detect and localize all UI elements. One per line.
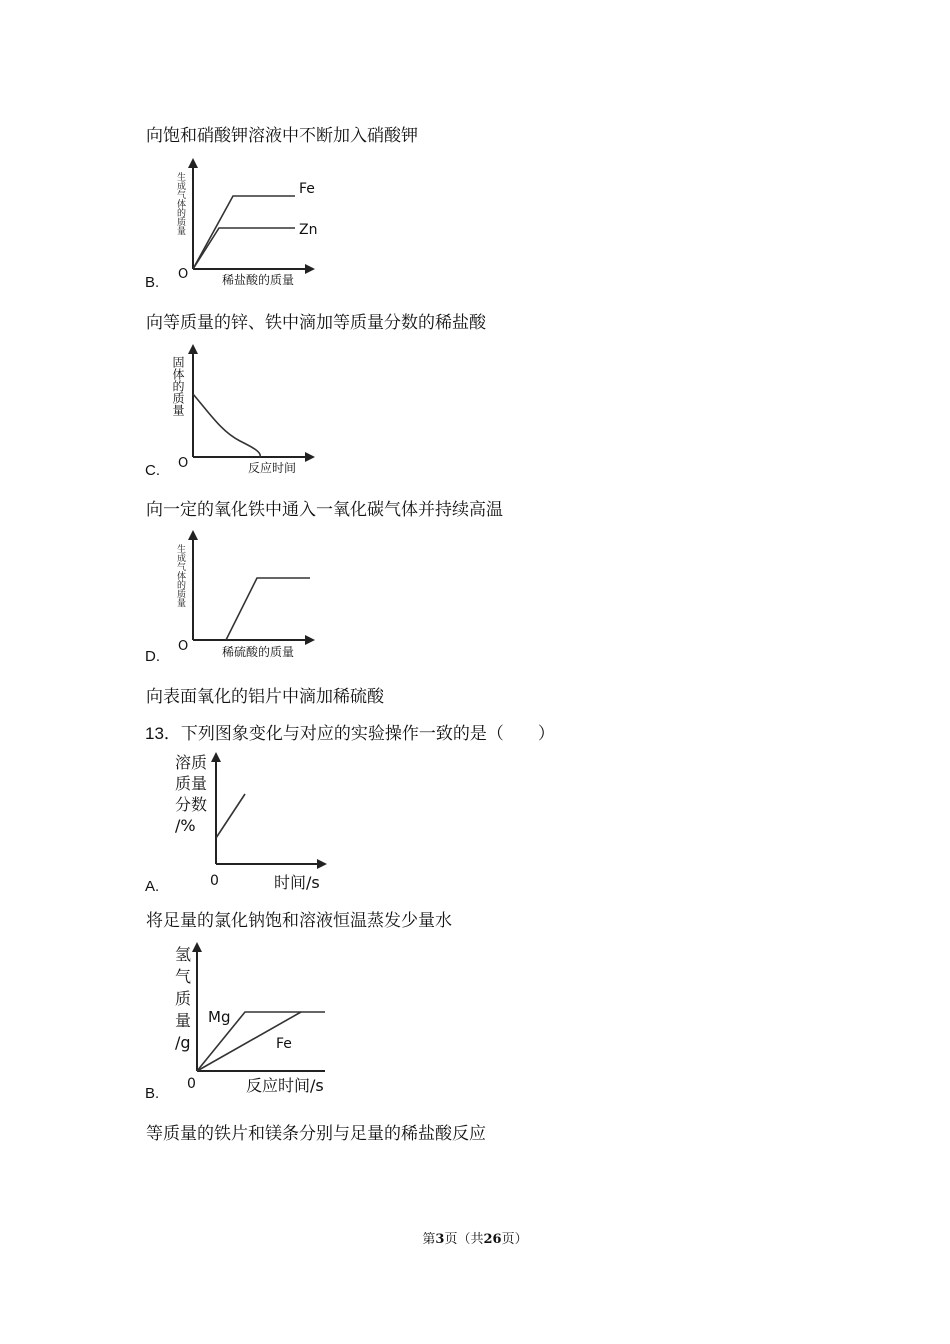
chart-solid-mass: [160, 344, 330, 474]
option-label: B.: [145, 274, 160, 291]
origin-label: O: [178, 456, 189, 471]
y-axis-arrow: [192, 942, 202, 952]
y-axis-arrow: [188, 530, 198, 540]
chart-zn-fe-gas: [160, 158, 330, 288]
x-axis-label: 反应时间: [248, 461, 297, 475]
origin-label: 0: [210, 873, 219, 889]
footer-prefix: 第: [422, 1232, 436, 1247]
option-caption: 将足量的氯化钠饱和溶液恒温蒸发少量水: [146, 911, 452, 931]
option-caption: 向饱和硝酸钾溶液中不断加入硝酸钾: [146, 126, 418, 146]
footer-mid: 页（共: [444, 1232, 484, 1247]
origin-label: 0: [187, 1076, 196, 1092]
option-label: D.: [145, 648, 160, 665]
fraction-curve: [216, 794, 245, 838]
y-axis-arrow: [188, 344, 198, 354]
y-axis-arrow: [211, 752, 221, 762]
y-axis-label: 生成气体的质量: [175, 544, 185, 607]
option-caption: 向一定的氧化铁中通入一氧化碳气体并持续高温: [146, 500, 503, 520]
fe-curve: [193, 196, 295, 269]
x-axis-arrow: [317, 859, 327, 869]
fe-label: Fe: [299, 181, 315, 197]
option-caption: 向等质量的锌、铁中滴加等质量分数的稀盐酸: [146, 313, 486, 333]
option-caption: 向表面氧化的铝片中滴加稀硫酸: [146, 687, 384, 707]
y-axis-label: 氢气质量/g: [175, 945, 192, 1052]
option-caption: 等质量的铁片和镁条分别与足量的稀盐酸反应: [146, 1124, 486, 1144]
y-axis-arrow: [188, 158, 198, 168]
x-axis-arrow: [305, 452, 315, 462]
fe-label: Fe: [276, 1036, 292, 1052]
option-label: B.: [145, 1085, 160, 1102]
chart-hydrogen-mass: [170, 940, 350, 1100]
solid-mass-curve: [193, 394, 260, 457]
chart-solute-fraction: [170, 750, 340, 895]
y-axis-label: 固体的质量: [171, 356, 185, 416]
gas-curve: [226, 578, 310, 640]
origin-label: O: [178, 639, 189, 654]
mg-label: Mg: [208, 1008, 231, 1026]
footer-total-pages: 26: [483, 1232, 502, 1247]
x-axis-arrow: [305, 635, 315, 645]
question-text: 下列图象变化与对应的实验操作一致的是（ ）: [180, 724, 555, 744]
x-axis-label: 稀盐酸的质量: [222, 273, 295, 287]
zn-curve: [193, 228, 295, 269]
option-label: C.: [145, 462, 160, 479]
footer-page-number: 3: [435, 1232, 445, 1247]
page-footer: [0, 1228, 950, 1247]
x-axis-label: 时间/s: [274, 873, 320, 892]
option-label: A.: [145, 878, 160, 895]
question-number: 13．: [145, 724, 181, 743]
footer-suffix: 页）: [501, 1232, 528, 1247]
x-axis-arrow: [305, 264, 315, 274]
question-13: [145, 719, 555, 744]
zn-label: Zn: [299, 222, 318, 238]
x-axis-label: 稀硫酸的质量: [222, 645, 295, 659]
y-axis-label: 生成气体的质量: [175, 172, 185, 235]
y-axis-label: 溶质质量分数/%: [175, 753, 208, 835]
origin-label: O: [178, 267, 189, 282]
x-axis-label: 反应时间/s: [246, 1076, 324, 1095]
chart-al-gas: [160, 530, 330, 660]
